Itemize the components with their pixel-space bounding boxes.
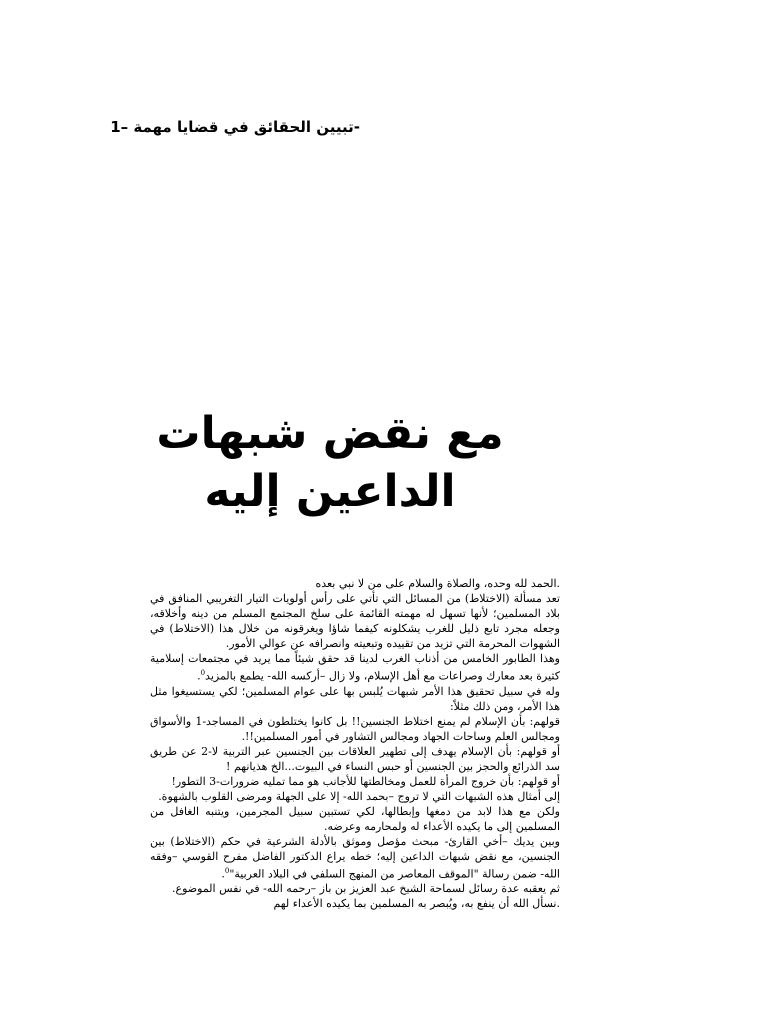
paragraph-intro: تعد مسألة (الاختلاط) من المسائل التي تأتي على رأس أولويات التيار التغريبي المنافق في بلاد المسلمين؛ لأنها تسهل له مهمته القائمة على سلخ المجتمع المسلم من دينه وأخلاقه، وجعله مجرد تابع ذليل للغرب يشكلونه كيفما شاؤا ويغرقونه من خلال هذا (الاختلاط) في الشهوات المحرمة التي تزيد من تقييده وتبعيته وانصرافه عن عوالي الأمور. (150, 592, 560, 650)
paragraph-fifth-column-text: وهذا الطابور الخامس من أذناب الغرب لدينا قد حقق شيئاً مما يريد في مجتمعات إسلامية كثيرة بعد معارك وصراعات مع أهل الإسلام، ولا زال –أركسه الله- يطمع بالمزيد (150, 652, 560, 683)
paragraph-opening: .الحمد لله وحده، والصلاة والسلام على من لا نبي بعده (315, 577, 560, 590)
page-title (110, 405, 550, 521)
paragraph-study-text: وبين يديك –أخي القارئ- مبحث مؤصل وموثق بالأدلة الشرعية في حكم (الاختلاط) بين الجنسين، مع نقض شبهات الداعين إليه؛ خطه يراع الدكتور الفاضل مفرح القوسي –وفقه الله- ضمن رسالة "الموقف المعاصر من المنهج السلفي في البلاد العربية" (150, 834, 560, 881)
title-line-1: مع نقض شبهات (156, 408, 504, 459)
list-item-2: أو قولهم: بأن الإسلام يهدف إلى تطهير العلاقات بين الجنسين عبر التربية لا-2 عن طريق سد الذرائع والحجز بين الجنسين أو حبس النساء في البيوت...الخ هذيانهم ! (150, 744, 560, 773)
footnote-marker: 0 (224, 866, 230, 875)
paragraph-fifth-column: وهذا الطابور الخامس من أذناب الغرب لدينا قد حقق شيئاً مما يريد في مجتمعات إسلامية كثيرة بعد معارك وصراعات مع أهل الإسلام، ولا زال –أركسه الله- يطمع بالمزيد$^0$. (150, 652, 560, 683)
series-header: -تبيين الحقائق في قضايا مهمة –1 (110, 118, 360, 136)
footnote-marker: 0 (200, 669, 206, 677)
paragraph-closing: .نسأل الله أن ينفع به، ويُبصر به المسلمين بما يكيده الأعداء لهم (273, 897, 560, 911)
body-text (150, 576, 560, 911)
paragraph-ibn-baz: ثم يعقبه عدة رسائل لسماحة الشيخ عبد العزيز بن باز –رحمه الله- في نفس الموضوع. (172, 882, 560, 896)
list-item-3: أو قولهم: بأن خروج المرأة للعمل ومخالطتها للأجانب هو مما تمليه ضرورات-3 التطور! (171, 774, 560, 788)
list-item-1: قولهم: بأن الإسلام لم يمنع اختلاط الجنسين!! بل كانوا يختلطون في المساجد-1 والأسواق ومجالس العلم وساحات الجهاد ومجالس التشاور في أمور المسلمين!!. (150, 714, 560, 743)
paragraph-shubuhat: وله في سبيل تحقيق هذا الأمر شبهات يُلبس بها على عوام المسلمين؛ لكي يستسيغوا مثل هذا الأمر، ومن ذلك مثلاً: (150, 684, 560, 713)
paragraph-conclusion: إلى أمثال هذه الشبهات التي لا تروج –بحمد الله- إلا على الجهلة ومرضى القلوب بالشهوة. (158, 789, 560, 803)
title-line-2: الداعين إليه (204, 466, 456, 517)
paragraph-refutation: ولكن مع هذا لابد من دمغها وإبطالها، لكي تستبين سبيل المجرمين، ويتنبه الغافل من المسلمين إلى ما يكيده الأعداء له ولمحارمه وعرضه. (150, 804, 560, 833)
paragraph-study: وبين يديك –أخي القارئ- مبحث مؤصل وموثق بالأدلة الشرعية في حكم (الاختلاط) بين الجنسين، مع نقض شبهات الداعين إليه؛ خطه يراع الدكتور الفاضل مفرح القوسي –وفقه الله- ضمن رسالة "الموقف المعاصر من المنهج السلفي في البلاد العربية"$^0$. (150, 834, 560, 881)
